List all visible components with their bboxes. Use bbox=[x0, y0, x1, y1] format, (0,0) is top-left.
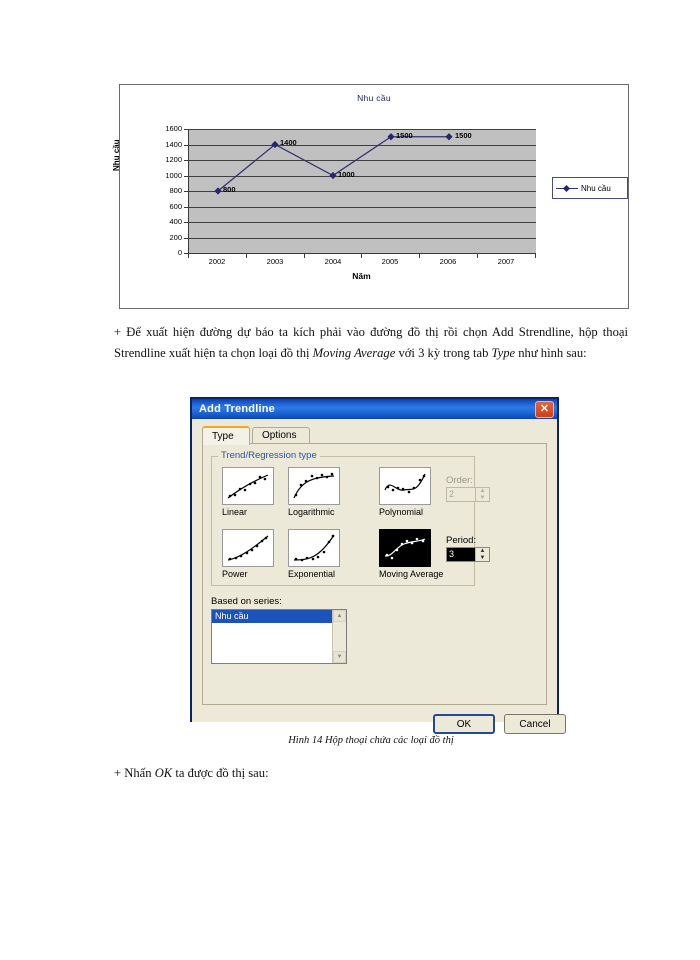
trend-type-linear[interactable] bbox=[222, 467, 274, 517]
trend-regression-type-group bbox=[211, 450, 486, 586]
y-tick-label: 1000 bbox=[165, 170, 182, 180]
y-tick-label: 600 bbox=[169, 201, 182, 211]
moving-average-thumbnail-icon[interactable] bbox=[379, 529, 431, 567]
x-tick-label: 2007 bbox=[497, 257, 515, 266]
based-on-series-label: Based on series: bbox=[211, 596, 282, 607]
dialog-title: Add Trendline bbox=[199, 403, 275, 415]
trend-type-polynomial[interactable] bbox=[379, 467, 431, 517]
based-on-series-listbox[interactable] bbox=[211, 609, 347, 664]
chevron-up-icon[interactable]: ▲ bbox=[479, 548, 486, 555]
data-label: 1500 bbox=[455, 131, 472, 140]
paragraph-italic-ok: OK bbox=[154, 766, 173, 780]
trend-type-label-linear: Linear bbox=[222, 507, 248, 517]
series-list-items[interactable] bbox=[212, 610, 332, 663]
paragraph-text-part: như hình sau: bbox=[515, 346, 587, 360]
trend-type-label-exponential: Exponential bbox=[288, 569, 336, 579]
legend-marker-icon bbox=[556, 184, 578, 192]
list-item[interactable]: Nhu cầu bbox=[212, 610, 332, 623]
polynomial-thumbnail-icon[interactable] bbox=[379, 467, 431, 505]
y-axis-title: Nhu cầu bbox=[112, 139, 121, 171]
tab-options[interactable]: Options bbox=[252, 427, 310, 444]
ok-button[interactable]: OK bbox=[433, 714, 495, 734]
x-tick-label: 2005 bbox=[381, 257, 399, 266]
chevron-up-icon: ▲ bbox=[479, 488, 486, 495]
figure-caption: Hình 14 Hộp thoại chứa các loại đồ thị bbox=[288, 735, 454, 746]
trend-type-moving-average[interactable] bbox=[379, 529, 449, 579]
paragraph-text-part: với 3 kỳ trong tab bbox=[395, 346, 492, 360]
add-trendline-dialog bbox=[190, 397, 559, 730]
y-tick-label: 400 bbox=[169, 217, 182, 226]
trend-type-power[interactable] bbox=[222, 529, 274, 579]
x-tick-label: 2004 bbox=[324, 257, 342, 266]
period-value[interactable]: 3 bbox=[447, 548, 475, 561]
scroll-down-icon[interactable]: ▼ bbox=[333, 651, 346, 663]
trend-type-logarithmic[interactable] bbox=[288, 467, 340, 517]
chart-container bbox=[112, 84, 629, 309]
dialog-body bbox=[192, 419, 557, 730]
chevron-down-icon: ▼ bbox=[479, 494, 486, 501]
data-label: 1500 bbox=[396, 131, 413, 140]
chevron-down-icon[interactable]: ▼ bbox=[479, 554, 486, 561]
y-tick-label: 1400 bbox=[165, 139, 182, 149]
order-stepper bbox=[446, 487, 490, 502]
scroll-up-icon[interactable]: ▲ bbox=[333, 610, 346, 622]
chart-series-line bbox=[189, 129, 536, 253]
y-tick-label: 0 bbox=[177, 248, 182, 257]
y-tick-label: 1600 bbox=[165, 124, 182, 133]
listbox-scrollbar[interactable] bbox=[332, 610, 346, 663]
chart-title: Nhu cầu bbox=[357, 93, 391, 103]
trend-type-label-polynomial: Polynomial bbox=[379, 507, 424, 517]
period-stepper[interactable] bbox=[446, 547, 490, 562]
y-tick-label: 1200 bbox=[165, 155, 182, 164]
paragraph-italic-moving-average: Moving Average bbox=[312, 346, 396, 360]
legend-entry-label: Nhu cầu bbox=[581, 183, 611, 193]
chart-legend bbox=[552, 177, 628, 199]
cancel-button[interactable]: Cancel bbox=[504, 714, 566, 734]
trend-type-exponential[interactable] bbox=[288, 529, 340, 579]
trend-type-label-power: Power bbox=[222, 569, 248, 579]
data-label: 800 bbox=[223, 185, 236, 194]
paragraph-italic-type: Type bbox=[491, 346, 516, 360]
group-label-trend-regression-type: Trend/Regression type bbox=[218, 450, 320, 461]
paragraph-instruction-2 bbox=[114, 763, 628, 784]
dialog-tabstrip bbox=[202, 427, 547, 444]
order-label: Order: bbox=[446, 475, 473, 486]
logarithmic-thumbnail-icon[interactable] bbox=[288, 467, 340, 505]
x-axis-title: Năm bbox=[352, 271, 371, 281]
order-value: 2 bbox=[447, 488, 475, 501]
trend-type-label-logarithmic: Logarithmic bbox=[288, 507, 335, 517]
data-label: 1400 bbox=[280, 138, 297, 147]
x-tick-label: 2003 bbox=[266, 257, 284, 266]
tab-panel-type bbox=[202, 443, 547, 705]
x-axis-tick-labels bbox=[188, 257, 588, 271]
dialog-titlebar[interactable] bbox=[192, 399, 557, 419]
order-stepper-arrows bbox=[475, 488, 489, 501]
exponential-thumbnail-icon[interactable] bbox=[288, 529, 340, 567]
y-tick-label: 800 bbox=[169, 186, 182, 195]
period-label: Period: bbox=[446, 535, 477, 546]
paragraph-text-part: ta được đồ thị sau: bbox=[172, 766, 269, 780]
paragraph-text-part: + Để xuất hiện đường dự báo ta kích phải vào đường đồ thị rồi chọn Add Strendline, hộp thoại Strendline xuất hiện ta chọn loại đồ thị bbox=[114, 325, 628, 360]
y-axis-tick-labels bbox=[142, 125, 186, 257]
chart-plot-area bbox=[188, 129, 536, 254]
tab-type[interactable]: Type bbox=[202, 426, 250, 445]
y-tick-label: 200 bbox=[169, 232, 182, 242]
paragraph-text-part: + Nhấn bbox=[114, 766, 155, 780]
paragraph-instruction-1 bbox=[114, 322, 628, 364]
x-tick-label: 2002 bbox=[208, 257, 226, 266]
data-label: 1000 bbox=[338, 170, 355, 179]
close-icon[interactable]: ✕ bbox=[535, 401, 554, 418]
power-thumbnail-icon[interactable] bbox=[222, 529, 274, 567]
linear-thumbnail-icon[interactable] bbox=[222, 467, 274, 505]
trend-type-label-moving-average: Moving Average bbox=[379, 569, 444, 579]
period-stepper-arrows[interactable] bbox=[475, 548, 489, 561]
x-tick-label: 2006 bbox=[439, 257, 457, 266]
